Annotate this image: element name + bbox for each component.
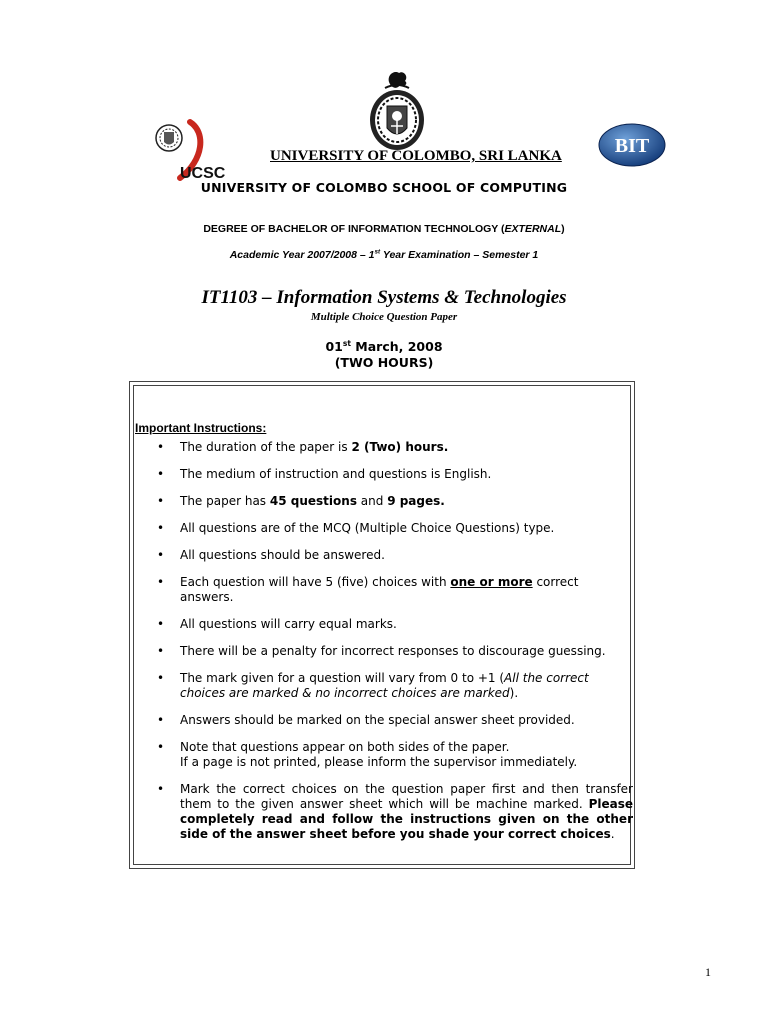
school-name: UNIVERSITY OF COLOMBO SCHOOL OF COMPUTING bbox=[200, 180, 568, 195]
ucsc-logo-text: UCSC bbox=[180, 165, 226, 182]
instruction-text: There will be a penalty for incorrect responses to discourage guessing. bbox=[180, 644, 606, 658]
year-sup: st bbox=[374, 248, 381, 256]
instruction-text: correct answers. bbox=[180, 575, 579, 604]
instruction-item bbox=[157, 548, 633, 563]
university-crest-logo bbox=[367, 68, 427, 152]
instruction-italic: All the correct choices are marked & no incorrect choices are marked bbox=[180, 671, 589, 700]
instruction-text: . bbox=[610, 827, 615, 841]
date-suffix: March, 2008 bbox=[350, 339, 443, 354]
instruction-bold: Please completely read and follow the instructions given on the other side of the answer sheet before you shade your correct choices bbox=[180, 797, 633, 841]
instruction-item bbox=[157, 575, 633, 605]
instruction-item bbox=[157, 521, 633, 536]
degree-line bbox=[0, 223, 768, 235]
instructions-list bbox=[157, 440, 633, 854]
instruction-text: The mark given for a question will vary from 0 to +1 ( bbox=[180, 671, 505, 685]
instruction-text: Mark the correct choices on the question paper first and then transfer them to the given answer sheet which will be machine marked. bbox=[180, 782, 633, 811]
academic-year-line bbox=[0, 249, 768, 261]
instruction-bold: 45 questions bbox=[269, 494, 357, 508]
instructions-heading: Important Instructions: bbox=[135, 421, 267, 435]
instruction-item bbox=[157, 467, 633, 482]
instruction-item bbox=[157, 617, 633, 632]
course-title: IT1103 – Information Systems & Technologies bbox=[201, 287, 567, 308]
degree-prefix: DEGREE OF BACHELOR OF INFORMATION TECHNOLOGY ( bbox=[203, 223, 505, 235]
instruction-item bbox=[157, 644, 633, 659]
bit-logo bbox=[598, 123, 666, 167]
instruction-item bbox=[157, 440, 633, 455]
instruction-text: If a page is not printed, please inform the supervisor immediately. bbox=[180, 755, 578, 769]
year-prefix: Academic Year 2007/2008 – 1 bbox=[229, 249, 375, 261]
ucsc-logo bbox=[150, 118, 230, 186]
instruction-item bbox=[157, 713, 633, 728]
exam-duration: (TWO HOURS) bbox=[334, 355, 434, 370]
instruction-text: Answers should be marked on the special answer sheet provided. bbox=[180, 713, 575, 727]
instruction-item bbox=[157, 740, 633, 770]
instruction-text: Each question will have 5 (five) choices with bbox=[180, 575, 451, 589]
instruction-text: All questions are of the MCQ (Multiple Choice Questions) type. bbox=[180, 521, 555, 535]
instruction-text: ). bbox=[509, 686, 519, 700]
instruction-text: All questions will carry equal marks. bbox=[180, 617, 397, 631]
instruction-emphasis: one or more bbox=[450, 575, 533, 589]
instruction-text: and bbox=[356, 494, 388, 508]
page-number: 1 bbox=[705, 965, 711, 979]
year-suffix: Year Examination – Semester 1 bbox=[380, 249, 539, 261]
instruction-text: All questions should be answered. bbox=[180, 548, 385, 562]
instruction-bold: 2 (Two) hours. bbox=[351, 440, 449, 454]
exam-date bbox=[0, 339, 768, 354]
degree-suffix: ) bbox=[561, 223, 565, 235]
instruction-item bbox=[157, 494, 633, 509]
instruction-text: Note that questions appear on both sides of the paper. bbox=[180, 740, 510, 754]
bit-logo-text: BIT bbox=[614, 135, 650, 157]
instruction-item bbox=[157, 671, 633, 701]
paper-type: Multiple Choice Question Paper bbox=[310, 311, 458, 323]
instruction-text: The medium of instruction and questions is English. bbox=[180, 467, 492, 481]
instruction-text: The duration of the paper is bbox=[180, 440, 352, 454]
instruction-item bbox=[157, 782, 633, 842]
instruction-bold: 9 pages. bbox=[387, 494, 445, 508]
date-sup: st bbox=[342, 338, 351, 348]
date-prefix: 01 bbox=[325, 339, 343, 354]
instruction-text: The paper has bbox=[180, 494, 270, 508]
degree-external: EXTERNAL bbox=[504, 223, 562, 235]
university-name: UNIVERSITY OF COLOMBO, SRI LANKA bbox=[270, 148, 562, 164]
